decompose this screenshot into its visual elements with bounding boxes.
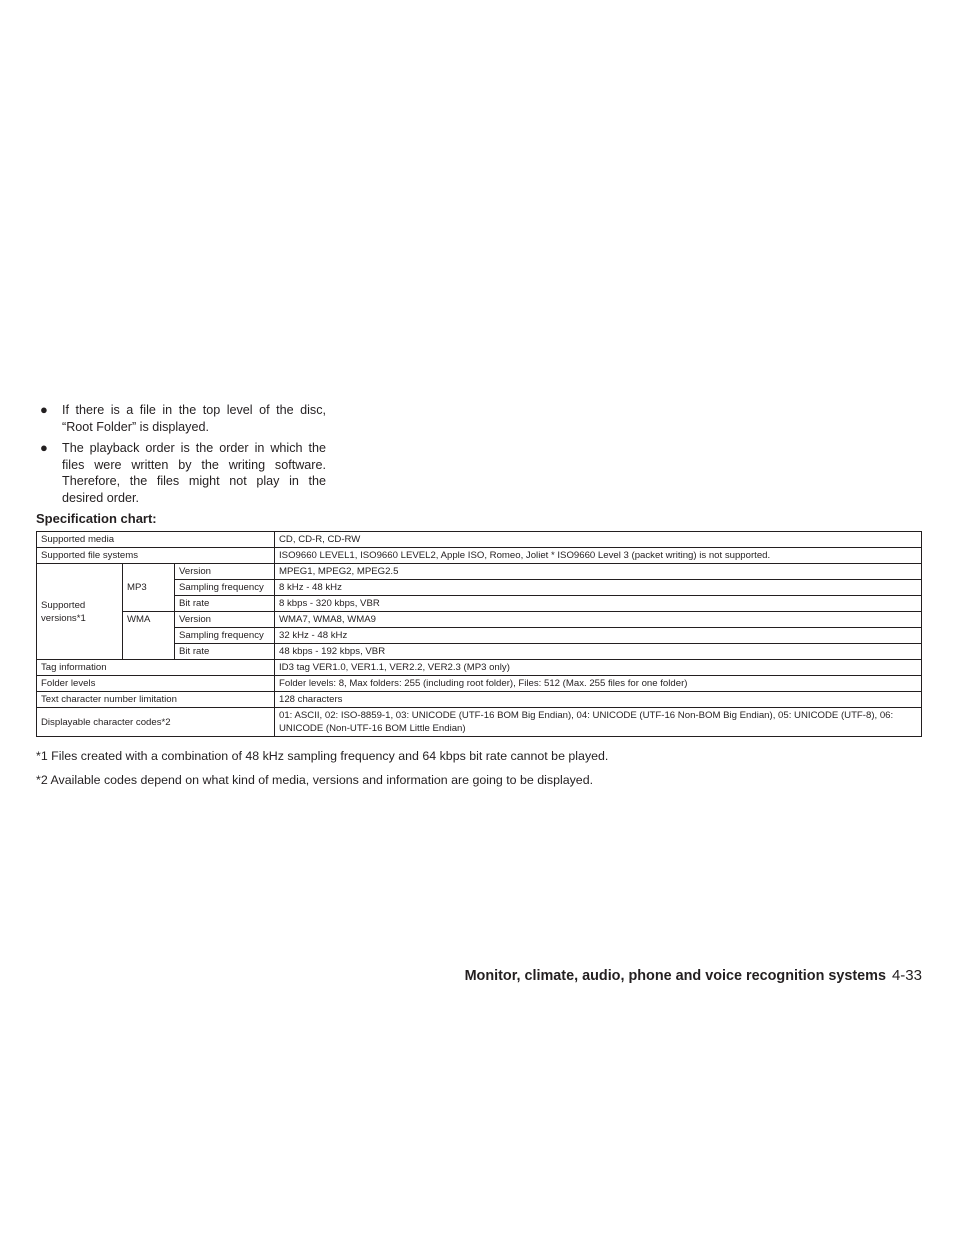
versions-label: Supported versions*1: [37, 564, 123, 660]
row-value: CD, CD-R, CD-RW: [275, 532, 922, 548]
param-value: 32 kHz - 48 kHz: [275, 628, 922, 644]
table-row: [37, 612, 922, 628]
row-label: Supported file systems: [37, 548, 275, 564]
row-value: 01: ASCII, 02: ISO-8859-1, 03: UNICODE (UTF-16 BOM Big Endian), 04: UNICODE (UTF-16 Non-BOM Big Endian), 05: UNICODE (UTF-8), 06: UNICODE (Non-UTF-16 BOM Little Endian): [275, 708, 922, 737]
row-value: ID3 tag VER1.0, VER1.1, VER2.2, VER2.3 (MP3 only): [275, 660, 922, 676]
chapter-title: Monitor, climate, audio, phone and voice recognition systems: [464, 968, 886, 984]
param-value: 8 kbps - 320 kbps, VBR: [275, 596, 922, 612]
row-label: Tag information: [37, 660, 275, 676]
bullet-text: If there is a file in the top level of the disc, “Root Folder” is displayed.: [62, 403, 326, 434]
param-label: Bit rate: [175, 644, 275, 660]
bullet-list: [36, 402, 326, 511]
bullet-text: The playback order is the order in which the files were written by the writing software. Therefore, the files might not play in the desired order.: [62, 441, 326, 505]
page-footer: [465, 967, 922, 984]
mp3-label: MP3: [123, 564, 175, 612]
bullet-dot-icon: ●: [40, 402, 48, 417]
param-label: Sampling frequency: [175, 628, 275, 644]
row-label: Supported media: [37, 532, 275, 548]
table-row: [37, 708, 922, 737]
param-label: Sampling frequency: [175, 580, 275, 596]
footnote-2: *2 Available codes depend on what kind of media, versions and information are going to be displayed.: [36, 773, 594, 787]
row-label: Folder levels: [37, 676, 275, 692]
table-row: [37, 564, 922, 580]
table-row: [37, 532, 922, 548]
spec-chart-title: Specification chart:: [36, 511, 157, 526]
row-label: Displayable character codes*2: [37, 708, 275, 737]
param-value: 48 kbps - 192 kbps, VBR: [275, 644, 922, 660]
row-value: 128 characters: [275, 692, 922, 708]
bullet-item: [36, 402, 326, 435]
param-label: Version: [175, 564, 275, 580]
param-label: Bit rate: [175, 596, 275, 612]
table-row: [37, 548, 922, 564]
footnote-1: *1 Files created with a combination of 48 kHz sampling frequency and 64 kbps bit rate cannot be played.: [36, 749, 609, 763]
row-label: Text character number limitation: [37, 692, 275, 708]
bullet-dot-icon: ●: [40, 440, 48, 455]
row-value: ISO9660 LEVEL1, ISO9660 LEVEL2, Apple ISO, Romeo, Joliet * ISO9660 Level 3 (packet writing) is not supported.: [275, 548, 922, 564]
param-value: 8 kHz - 48 kHz: [275, 580, 922, 596]
table-row: [37, 692, 922, 708]
param-value: MPEG1, MPEG2, MPEG2.5: [275, 564, 922, 580]
param-value: WMA7, WMA8, WMA9: [275, 612, 922, 628]
spec-table: [36, 531, 922, 737]
wma-label: WMA: [123, 612, 175, 660]
page-number: 4-33: [891, 967, 922, 984]
param-label: Version: [175, 612, 275, 628]
row-value: Folder levels: 8, Max folders: 255 (including root folder), Files: 512 (Max. 255 files for one folder): [275, 676, 922, 692]
table-row: [37, 660, 922, 676]
bullet-item: [36, 440, 326, 506]
table-row: [37, 676, 922, 692]
